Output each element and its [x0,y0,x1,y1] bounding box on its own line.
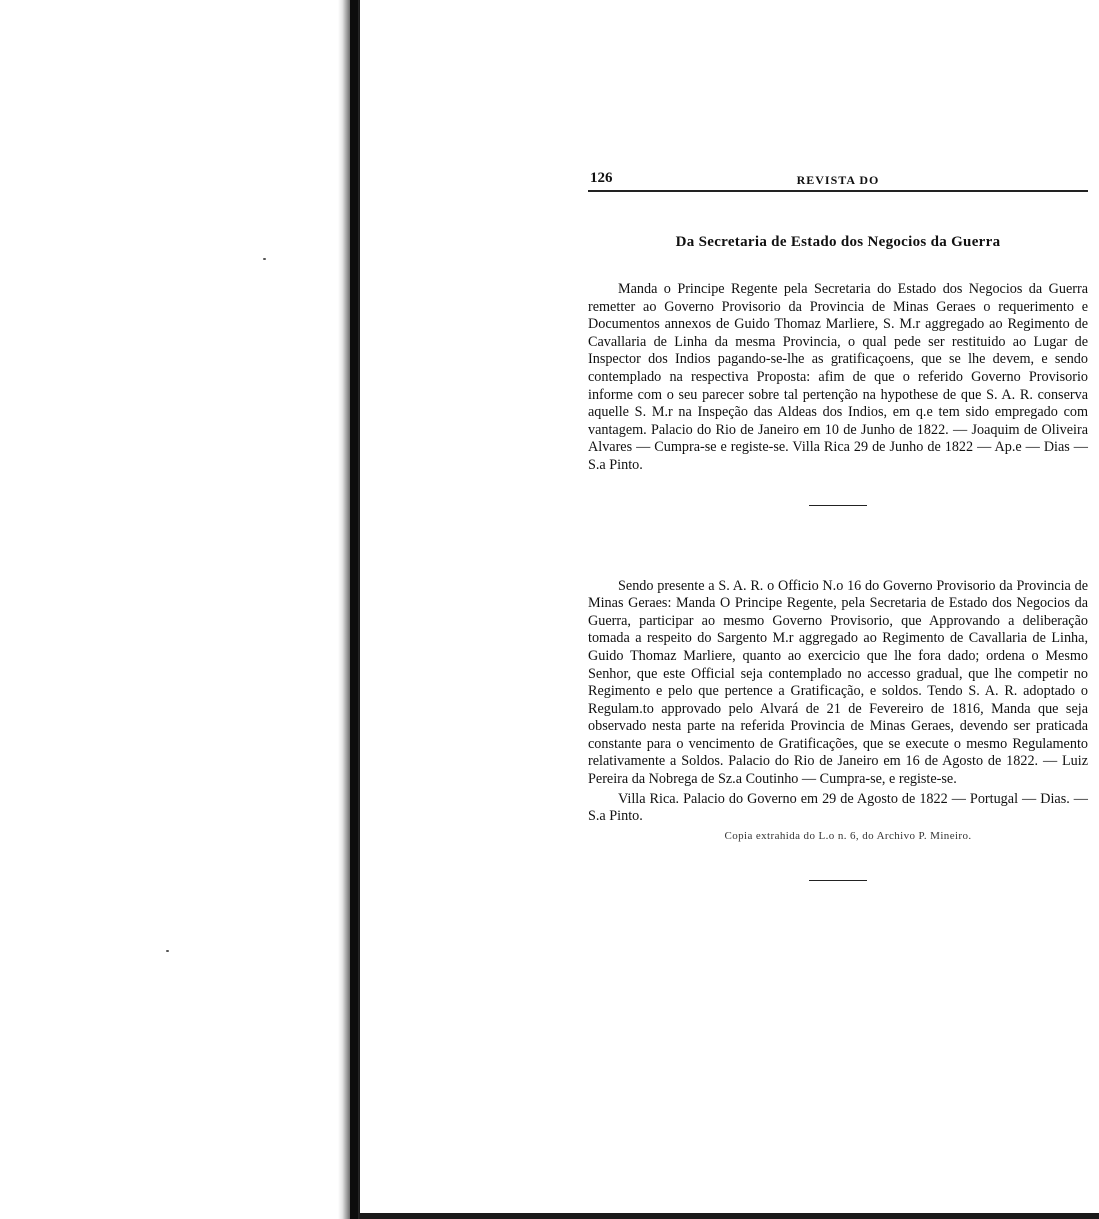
running-head-title: REVISTA DO [796,173,880,187]
section-title: Da Secretaria de Estado dos Negocios da Guerra [675,234,1001,250]
source-note: Copia extrahida do L.o n. 6, do Archivo P. Mineiro. [724,829,972,842]
document-2-text: Sendo presente a S. A. R. o Officio N.o 16 do Governo Provisorio da Provincia de Minas Geraes: Manda O Principe Regente, pela Secretaria de Estado dos Negocios da Guerra, participar ao mesmo Governo Provisorio, que Approvando a deliberação tomada a respeito do Sargento M.r aggregado ao Regimento de Cavallaria de Linha, Guido Thomaz Marliere, quanto ao exercicio que lhe fora dado; ordena o Mesmo Senhor, que este Official seja contemplado no accesso gradual, que lhe competir no Regimento e pelo que pertence a Gratificação, e soldos. Tendo S. A. R. adoptado o Regulam.to approvado pelo Alvará de 21 de Fevereiro de 1816, Manda que seja observado nesta parte na referida Provincia de Minas Geraes, devendo ser praticada constante para o vencimento de Gratificações, que se execute o mesmo Regulamento relativamente a Soldos. Palacio do Rio de Janeiro em 16 de Agosto de 1822. — Luiz Pereira da Nobrega de Sz.a Coutinho — Cumpra-se, e registe-se. [588,577,1088,788]
page-bottom-edge [360,1213,1099,1219]
document-2-closing: Villa Rica. Palacio do Governo em 29 de Agosto de 1822 — Portugal — Dias. — S.a Pinto. [588,790,1088,825]
document-1-text: Manda o Principe Regente pela Secretaria do Estado dos Negocios da Guerra remetter ao Governo Provisorio da Provincia de Minas Geraes o requerimento e Documentos annexos de Guido Thomaz Marliere, S. M.r aggregado ao Regimento de Cavallaria de Linha da mesma Provincia, o qual pede ser restituido ao Lugar de Inspector dos Indios pagando-se-lhe as gratificaçoens, que se lhe devem, e sendo contemplado na respectiva Proposta: afim de que o referido Governo Provisorio informe com o seu parecer sobre tal pertenção na hypothese de que S. A. R. conserva aquelle S. M.r na Inspeção das Aldeas dos Indios, em q.e tem sido empregado com vantagem. Palacio do Rio de Janeiro em 10 de Junho de 1822. — Joaquim de Oliveira Alvares — Cumpra-se e registe-se. Villa Rica 29 de Junho de 1822 — Ap.e — Dias — S.a Pinto. [588,281,1088,473]
paper-speck [263,258,266,260]
book-gutter-shadow [350,0,358,1219]
end-divider [809,880,867,881]
page-number: 126 [590,170,613,186]
printed-page [588,168,1088,881]
paper-speck [166,950,169,952]
running-head [588,168,1088,192]
section-divider [809,505,867,506]
